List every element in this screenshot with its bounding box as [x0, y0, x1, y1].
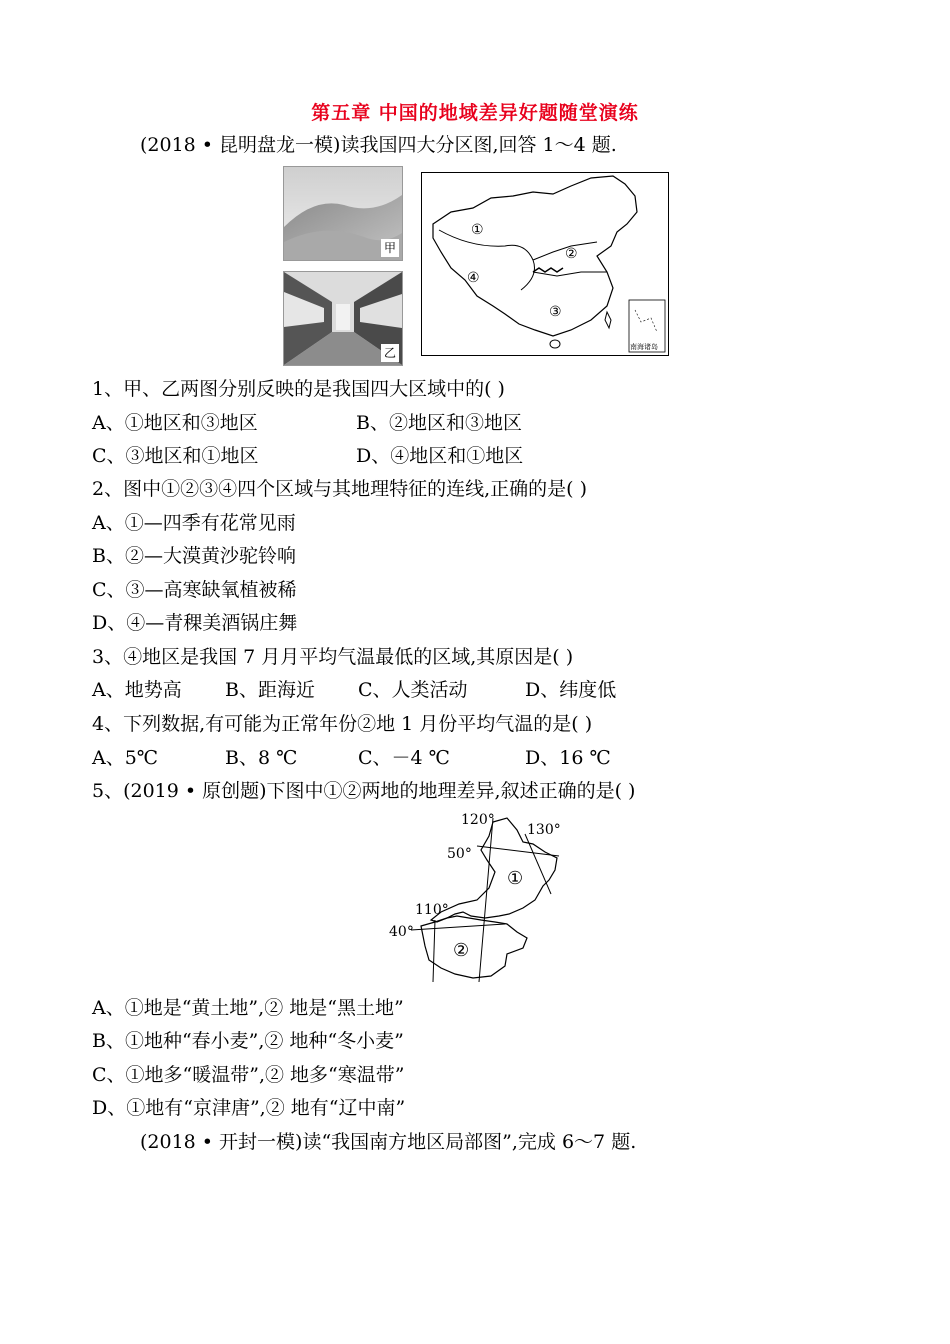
photo-yi [283, 271, 403, 366]
q5-option-b: B、①地种“春小麦”,② 地种“冬小麦” [92, 1030, 404, 1052]
meridian-110 [433, 920, 435, 982]
parallel-50 [477, 846, 559, 856]
q3-option-d: D、纬度低 [525, 679, 617, 701]
q4-option-b: B、8 ℃ [225, 747, 298, 769]
q3-option-a: A、地势高 [92, 679, 182, 701]
label-lat-50: 50° [447, 846, 472, 862]
q1-option-b: B、②地区和③地区 [356, 412, 522, 434]
q2-option-a: A、①—四季有花常见雨 [92, 512, 296, 534]
inset-label: 南海诸岛 [630, 343, 658, 351]
label-lon-120: 120° [461, 812, 495, 828]
q1-option-d: D、④地区和①地区 [356, 445, 524, 467]
label-lat-40: 40° [389, 924, 414, 940]
q2-option-d: D、④—青稞美酒锅庄舞 [92, 612, 298, 634]
q5-stem: 5、(2019 • 原创题)下图中①②两地的地理差异,叙述正确的是( ) [92, 780, 636, 802]
q3-stem: 3、④地区是我国 7 月月平均气温最低的区域,其原因是( ) [92, 646, 574, 668]
q4-option-a: A、5℃ [92, 747, 159, 769]
northern-regions-map [385, 804, 575, 984]
photo-jia-label: 甲 [381, 239, 399, 257]
q1-option-a: A、①地区和③地区 [92, 412, 258, 434]
label-region-1: ① [507, 868, 524, 889]
label-lon-110: 110° [415, 902, 449, 918]
q2-option-b: B、②—大漠黄沙驼铃响 [92, 545, 296, 567]
region-label-4: ④ [467, 270, 480, 286]
region-label-2: ② [565, 246, 578, 262]
q3-option-c: C、人类活动 [358, 679, 468, 701]
q3-options [92, 677, 616, 703]
photo-jia [283, 166, 403, 261]
q2-option-c: C、③—高寒缺氧植被稀 [92, 579, 297, 601]
q4-stem: 4、下列数据,有可能为正常年份②地 1 月份平均气温的是( ) [92, 713, 593, 735]
q1-options-row1 [92, 410, 522, 436]
label-lon-130: 130° [527, 822, 561, 838]
q1-option-c: C、③地区和①地区 [92, 445, 259, 467]
q4-option-c: C、－4 ℃ [358, 747, 450, 769]
intro-text-2: (2018 • 开封一模)读“我国南方地区局部图”,完成 6～7 题. [140, 1131, 637, 1153]
q3-option-b: B、距海近 [225, 679, 315, 701]
intro-text-1: (2018 • 昆明盘龙一模)读我国四大分区图,回答 1～4 题. [140, 134, 617, 156]
q5-option-a: A、①地是“黄土地”,② 地是“黑土地” [92, 997, 404, 1019]
china-regions-map [421, 172, 669, 356]
region-label-1: ① [471, 222, 484, 238]
q5-option-d: D、①地有“京津唐”,② 地有“辽中南” [92, 1097, 406, 1119]
q2-stem: 2、图中①②③④四个区域与其地理特征的连线,正确的是( ) [92, 478, 587, 500]
page-title: 第五章 中国的地域差异好题随堂演练 [311, 102, 639, 124]
meridian-120 [479, 818, 493, 982]
q5-option-c: C、①地多“暖温带”,② 地多“寒温带” [92, 1064, 405, 1086]
q1-options-row2 [92, 443, 523, 469]
q4-option-d: D、16 ℃ [525, 747, 611, 769]
q1-stem: 1、甲、乙两图分别反映的是我国四大区域中的( ) [92, 378, 505, 400]
photo-yi-label: 乙 [381, 344, 399, 362]
label-region-2: ② [453, 940, 470, 961]
q4-options [92, 745, 611, 771]
region-outline-2 [421, 916, 527, 978]
region-label-3: ③ [549, 304, 562, 320]
